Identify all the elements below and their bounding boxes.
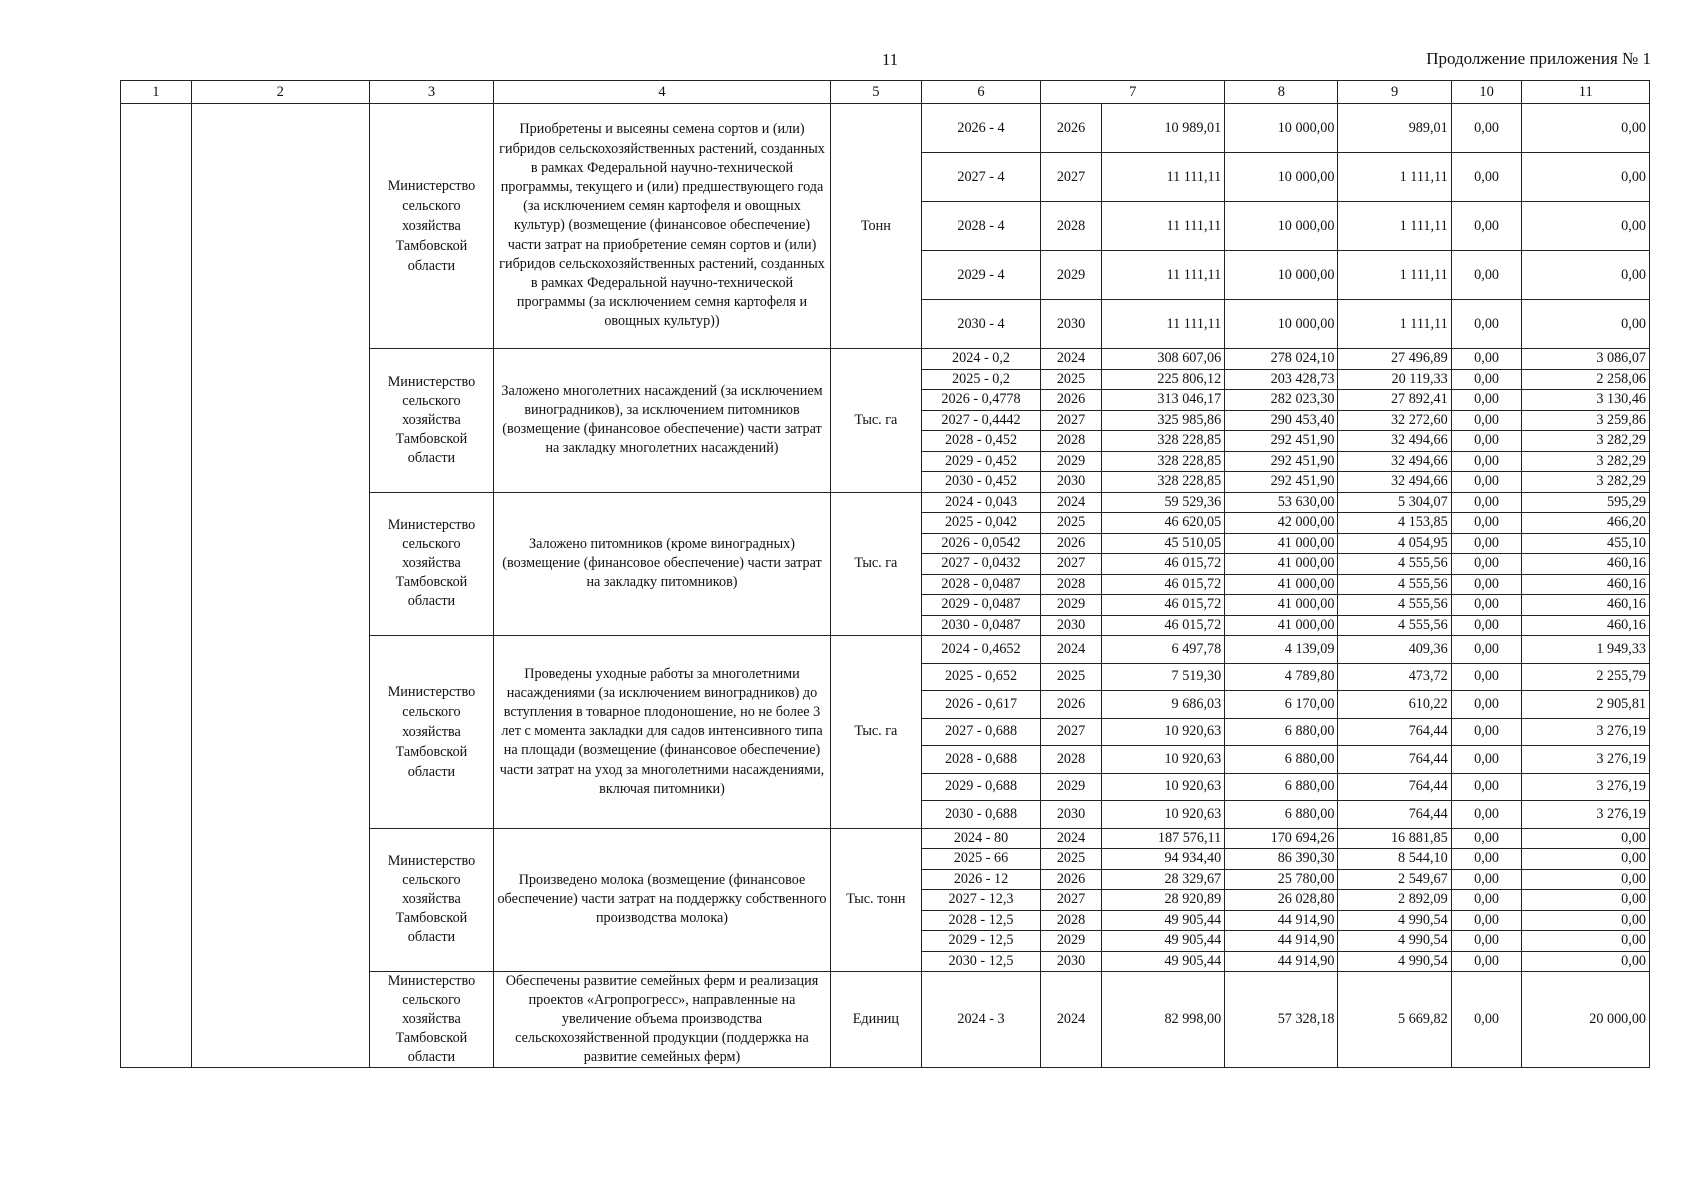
data-table xyxy=(120,80,1650,1068)
empty-col-1 xyxy=(121,104,192,1068)
year-cell: 2029 xyxy=(1041,931,1102,952)
target-cell: 2027 - 0,688 xyxy=(921,718,1040,746)
total-cell: 46 015,72 xyxy=(1101,615,1224,636)
other-cell: 466,20 xyxy=(1522,513,1650,534)
federal-cell: 292 451,90 xyxy=(1225,472,1338,493)
federal-cell: 6 880,00 xyxy=(1225,746,1338,774)
other-cell: 0,00 xyxy=(1522,931,1650,952)
federal-cell: 44 914,90 xyxy=(1225,951,1338,972)
target-cell: 2029 - 0,452 xyxy=(921,451,1040,472)
federal-cell: 41 000,00 xyxy=(1225,615,1338,636)
total-cell: 46 620,05 xyxy=(1101,513,1224,534)
other-cell: 3 130,46 xyxy=(1522,390,1650,411)
year-cell: 2027 xyxy=(1041,153,1102,202)
executor-cell: Министерство сельского хозяйства Тамбовской области xyxy=(369,492,493,636)
regional-cell: 764,44 xyxy=(1338,801,1451,829)
page-number: 11 xyxy=(881,50,899,69)
regional-cell: 4 555,56 xyxy=(1338,574,1451,595)
other-cell: 460,16 xyxy=(1522,554,1650,575)
regional-cell: 20 119,33 xyxy=(1338,369,1451,390)
local-cell: 0,00 xyxy=(1451,451,1522,472)
description-cell: Заложено многолетних насаждений (за исключением виноградников), за исключением питомников (возмещение (финансовое обеспечение) части затрат на закладку многолетних насаждений) xyxy=(494,349,831,493)
local-cell: 0,00 xyxy=(1451,574,1522,595)
year-cell: 2030 xyxy=(1041,300,1102,349)
continuation-label: Продолжение приложения № 1 xyxy=(1426,49,1651,68)
total-cell: 225 806,12 xyxy=(1101,369,1224,390)
target-cell: 2028 - 0,688 xyxy=(921,746,1040,774)
other-cell: 2 905,81 xyxy=(1522,691,1650,719)
executor-cell: Министерство сельского хозяйства Тамбовской области xyxy=(369,349,493,493)
local-cell: 0,00 xyxy=(1451,801,1522,829)
year-cell: 2028 xyxy=(1041,574,1102,595)
other-cell: 1 949,33 xyxy=(1522,636,1650,664)
regional-cell: 5 304,07 xyxy=(1338,492,1451,513)
header-cell: 6 xyxy=(921,81,1040,104)
regional-cell: 32 494,66 xyxy=(1338,472,1451,493)
other-cell: 0,00 xyxy=(1522,951,1650,972)
total-cell: 308 607,06 xyxy=(1101,349,1224,370)
year-cell: 2025 xyxy=(1041,849,1102,870)
other-cell: 3 276,19 xyxy=(1522,746,1650,774)
total-cell: 46 015,72 xyxy=(1101,595,1224,616)
year-cell: 2028 xyxy=(1041,746,1102,774)
regional-cell: 764,44 xyxy=(1338,773,1451,801)
federal-cell: 170 694,26 xyxy=(1225,828,1338,849)
other-cell: 3 276,19 xyxy=(1522,801,1650,829)
regional-cell: 4 990,54 xyxy=(1338,931,1451,952)
other-cell: 3 282,29 xyxy=(1522,431,1650,452)
other-cell: 3 259,86 xyxy=(1522,410,1650,431)
target-cell: 2024 - 80 xyxy=(921,828,1040,849)
regional-cell: 32 494,66 xyxy=(1338,451,1451,472)
total-cell: 82 998,00 xyxy=(1101,972,1224,1068)
unit-cell: Тыс. га xyxy=(830,492,921,636)
year-cell: 2028 xyxy=(1041,910,1102,931)
year-cell: 2025 xyxy=(1041,369,1102,390)
other-cell: 0,00 xyxy=(1522,300,1650,349)
federal-cell: 6 880,00 xyxy=(1225,773,1338,801)
year-cell: 2024 xyxy=(1041,972,1102,1068)
federal-cell: 41 000,00 xyxy=(1225,554,1338,575)
total-cell: 10 920,63 xyxy=(1101,801,1224,829)
header-row xyxy=(121,81,1650,104)
other-cell: 460,16 xyxy=(1522,595,1650,616)
regional-cell: 8 544,10 xyxy=(1338,849,1451,870)
target-cell: 2028 - 0,452 xyxy=(921,431,1040,452)
federal-cell: 10 000,00 xyxy=(1225,153,1338,202)
regional-cell: 4 555,56 xyxy=(1338,554,1451,575)
federal-cell: 53 630,00 xyxy=(1225,492,1338,513)
target-cell: 2026 - 12 xyxy=(921,869,1040,890)
year-cell: 2030 xyxy=(1041,472,1102,493)
local-cell: 0,00 xyxy=(1451,410,1522,431)
target-cell: 2028 - 12,5 xyxy=(921,910,1040,931)
regional-cell: 4 555,56 xyxy=(1338,615,1451,636)
local-cell: 0,00 xyxy=(1451,636,1522,664)
other-cell: 460,16 xyxy=(1522,615,1650,636)
target-cell: 2026 - 4 xyxy=(921,104,1040,153)
description-cell: Приобретены и высеяны семена сортов и (или) гибридов сельскохозяйственных растений, созданных в рамках Федеральной научно-технической программы, текущего и (или) предшествующего года (за исключением семян картофеля и овощных культур) (возмещение (финансовое обеспечение) части затрат на приобретение семян сортов и (или) гибридов сельскохозяйственных растений, созданных в рамках Федеральной научно-технической программы (за исключением семня картофеля и овощных культур)) xyxy=(494,104,831,349)
federal-cell: 4 789,80 xyxy=(1225,663,1338,691)
total-cell: 28 920,89 xyxy=(1101,890,1224,911)
executor-cell: Министерство сельского хозяйства Тамбовской области xyxy=(369,828,493,972)
other-cell: 455,10 xyxy=(1522,533,1650,554)
year-cell: 2027 xyxy=(1041,410,1102,431)
target-cell: 2027 - 4 xyxy=(921,153,1040,202)
description-cell: Проведены уходные работы за многолетними насаждениями (за исключением виноградников) до вступления в товарное плодоношение, но не более 3 лет с момента закладки для садов интенсивного типа на площади (возмещение (финансовое обеспечение) части затрат на уход за многолетними насаждениями, включая питомники) xyxy=(494,636,831,829)
other-cell: 0,00 xyxy=(1522,251,1650,300)
local-cell: 0,00 xyxy=(1451,773,1522,801)
total-cell: 187 576,11 xyxy=(1101,828,1224,849)
regional-cell: 764,44 xyxy=(1338,718,1451,746)
other-cell: 3 086,07 xyxy=(1522,349,1650,370)
total-cell: 11 111,11 xyxy=(1101,251,1224,300)
target-cell: 2030 - 0,452 xyxy=(921,472,1040,493)
unit-cell: Тыс. га xyxy=(830,636,921,829)
target-cell: 2030 - 0,0487 xyxy=(921,615,1040,636)
total-cell: 10 920,63 xyxy=(1101,746,1224,774)
total-cell: 325 985,86 xyxy=(1101,410,1224,431)
year-cell: 2024 xyxy=(1041,492,1102,513)
other-cell: 0,00 xyxy=(1522,849,1650,870)
header-cell: 9 xyxy=(1338,81,1451,104)
local-cell: 0,00 xyxy=(1451,910,1522,931)
regional-cell: 16 881,85 xyxy=(1338,828,1451,849)
executor-cell: Министерство сельского хозяйства Тамбовской области xyxy=(369,636,493,829)
year-cell: 2027 xyxy=(1041,890,1102,911)
target-cell: 2025 - 0,652 xyxy=(921,663,1040,691)
other-cell: 0,00 xyxy=(1522,153,1650,202)
year-cell: 2029 xyxy=(1041,595,1102,616)
target-cell: 2028 - 4 xyxy=(921,202,1040,251)
local-cell: 0,00 xyxy=(1451,691,1522,719)
local-cell: 0,00 xyxy=(1451,202,1522,251)
other-cell: 595,29 xyxy=(1522,492,1650,513)
header-cell: 10 xyxy=(1451,81,1522,104)
regional-cell: 4 990,54 xyxy=(1338,910,1451,931)
target-cell: 2025 - 0,042 xyxy=(921,513,1040,534)
unit-cell: Единиц xyxy=(830,972,921,1068)
target-cell: 2025 - 0,2 xyxy=(921,369,1040,390)
total-cell: 46 015,72 xyxy=(1101,554,1224,575)
year-cell: 2024 xyxy=(1041,828,1102,849)
year-cell: 2024 xyxy=(1041,636,1102,664)
local-cell: 0,00 xyxy=(1451,615,1522,636)
local-cell: 0,00 xyxy=(1451,849,1522,870)
other-cell: 3 282,29 xyxy=(1522,472,1650,493)
target-cell: 2029 - 0,688 xyxy=(921,773,1040,801)
year-cell: 2026 xyxy=(1041,869,1102,890)
federal-cell: 10 000,00 xyxy=(1225,202,1338,251)
total-cell: 6 497,78 xyxy=(1101,636,1224,664)
year-cell: 2027 xyxy=(1041,718,1102,746)
federal-cell: 10 000,00 xyxy=(1225,104,1338,153)
regional-cell: 764,44 xyxy=(1338,746,1451,774)
target-cell: 2026 - 0,0542 xyxy=(921,533,1040,554)
target-cell: 2024 - 0,2 xyxy=(921,349,1040,370)
total-cell: 11 111,11 xyxy=(1101,153,1224,202)
local-cell: 0,00 xyxy=(1451,153,1522,202)
federal-cell: 41 000,00 xyxy=(1225,574,1338,595)
local-cell: 0,00 xyxy=(1451,663,1522,691)
local-cell: 0,00 xyxy=(1451,828,1522,849)
total-cell: 9 686,03 xyxy=(1101,691,1224,719)
federal-cell: 25 780,00 xyxy=(1225,869,1338,890)
year-cell: 2025 xyxy=(1041,513,1102,534)
other-cell: 0,00 xyxy=(1522,869,1650,890)
header-cell: 1 xyxy=(121,81,192,104)
year-cell: 2026 xyxy=(1041,390,1102,411)
executor-cell: Министерство сельского хозяйства Тамбовской области xyxy=(369,104,493,349)
federal-cell: 203 428,73 xyxy=(1225,369,1338,390)
year-cell: 2029 xyxy=(1041,451,1102,472)
other-cell: 0,00 xyxy=(1522,890,1650,911)
total-cell: 94 934,40 xyxy=(1101,849,1224,870)
federal-cell: 292 451,90 xyxy=(1225,451,1338,472)
total-cell: 10 989,01 xyxy=(1101,104,1224,153)
year-cell: 2026 xyxy=(1041,104,1102,153)
total-cell: 11 111,11 xyxy=(1101,300,1224,349)
year-cell: 2026 xyxy=(1041,691,1102,719)
local-cell: 0,00 xyxy=(1451,472,1522,493)
local-cell: 0,00 xyxy=(1451,390,1522,411)
year-cell: 2028 xyxy=(1041,431,1102,452)
federal-cell: 6 880,00 xyxy=(1225,801,1338,829)
total-cell: 7 519,30 xyxy=(1101,663,1224,691)
unit-cell: Тыс. га xyxy=(830,349,921,493)
total-cell: 28 329,67 xyxy=(1101,869,1224,890)
total-cell: 328 228,85 xyxy=(1101,472,1224,493)
federal-cell: 292 451,90 xyxy=(1225,431,1338,452)
table-row xyxy=(121,104,1650,153)
total-cell: 10 920,63 xyxy=(1101,718,1224,746)
other-cell: 0,00 xyxy=(1522,828,1650,849)
regional-cell: 4 555,56 xyxy=(1338,595,1451,616)
federal-cell: 6 880,00 xyxy=(1225,718,1338,746)
local-cell: 0,00 xyxy=(1451,554,1522,575)
federal-cell: 57 328,18 xyxy=(1225,972,1338,1068)
target-cell: 2027 - 0,4442 xyxy=(921,410,1040,431)
total-cell: 49 905,44 xyxy=(1101,931,1224,952)
regional-cell: 27 496,89 xyxy=(1338,349,1451,370)
other-cell: 460,16 xyxy=(1522,574,1650,595)
header-cell: 2 xyxy=(191,81,369,104)
target-cell: 2029 - 0,0487 xyxy=(921,595,1040,616)
regional-cell: 4 990,54 xyxy=(1338,951,1451,972)
regional-cell: 473,72 xyxy=(1338,663,1451,691)
regional-cell: 32 494,66 xyxy=(1338,431,1451,452)
other-cell: 0,00 xyxy=(1522,202,1650,251)
year-cell: 2028 xyxy=(1041,202,1102,251)
federal-cell: 278 024,10 xyxy=(1225,349,1338,370)
target-cell: 2030 - 0,688 xyxy=(921,801,1040,829)
federal-cell: 42 000,00 xyxy=(1225,513,1338,534)
target-cell: 2029 - 12,5 xyxy=(921,931,1040,952)
federal-cell: 282 023,30 xyxy=(1225,390,1338,411)
local-cell: 0,00 xyxy=(1451,718,1522,746)
federal-cell: 10 000,00 xyxy=(1225,251,1338,300)
target-cell: 2029 - 4 xyxy=(921,251,1040,300)
description-cell: Произведено молока (возмещение (финансовое обеспечение) части затрат на поддержку собственного производства молока) xyxy=(494,828,831,972)
header-cell: 11 xyxy=(1522,81,1650,104)
description-cell: Обеспечены развитие семейных ферм и реализация проектов «Агропрогресс», направленные на увеличение объема производства сельскохозяйственной продукции (поддержка на развитие семейных ферм) xyxy=(494,972,831,1068)
regional-cell: 989,01 xyxy=(1338,104,1451,153)
regional-cell: 610,22 xyxy=(1338,691,1451,719)
total-cell: 46 015,72 xyxy=(1101,574,1224,595)
other-cell: 2 255,79 xyxy=(1522,663,1650,691)
total-cell: 59 529,36 xyxy=(1101,492,1224,513)
year-cell: 2025 xyxy=(1041,663,1102,691)
year-cell: 2030 xyxy=(1041,951,1102,972)
empty-col-2 xyxy=(191,104,369,1068)
regional-cell: 4 153,85 xyxy=(1338,513,1451,534)
target-cell: 2030 - 12,5 xyxy=(921,951,1040,972)
federal-cell: 86 390,30 xyxy=(1225,849,1338,870)
total-cell: 11 111,11 xyxy=(1101,202,1224,251)
other-cell: 20 000,00 xyxy=(1522,972,1650,1068)
federal-cell: 6 170,00 xyxy=(1225,691,1338,719)
total-cell: 313 046,17 xyxy=(1101,390,1224,411)
total-cell: 328 228,85 xyxy=(1101,451,1224,472)
header-cell: 7 xyxy=(1041,81,1225,104)
federal-cell: 4 139,09 xyxy=(1225,636,1338,664)
year-cell: 2029 xyxy=(1041,773,1102,801)
regional-cell: 2 892,09 xyxy=(1338,890,1451,911)
other-cell: 2 258,06 xyxy=(1522,369,1650,390)
federal-cell: 290 453,40 xyxy=(1225,410,1338,431)
target-cell: 2028 - 0,0487 xyxy=(921,574,1040,595)
target-cell: 2024 - 0,043 xyxy=(921,492,1040,513)
federal-cell: 26 028,80 xyxy=(1225,890,1338,911)
year-cell: 2027 xyxy=(1041,554,1102,575)
local-cell: 0,00 xyxy=(1451,513,1522,534)
target-cell: 2027 - 12,3 xyxy=(921,890,1040,911)
other-cell: 3 276,19 xyxy=(1522,718,1650,746)
regional-cell: 1 111,11 xyxy=(1338,251,1451,300)
total-cell: 45 510,05 xyxy=(1101,533,1224,554)
unit-cell: Тыс. тонн xyxy=(830,828,921,972)
local-cell: 0,00 xyxy=(1451,251,1522,300)
local-cell: 0,00 xyxy=(1451,746,1522,774)
total-cell: 49 905,44 xyxy=(1101,910,1224,931)
regional-cell: 2 549,67 xyxy=(1338,869,1451,890)
target-cell: 2025 - 66 xyxy=(921,849,1040,870)
year-cell: 2026 xyxy=(1041,533,1102,554)
other-cell: 3 282,29 xyxy=(1522,451,1650,472)
local-cell: 0,00 xyxy=(1451,300,1522,349)
local-cell: 0,00 xyxy=(1451,595,1522,616)
header-cell: 5 xyxy=(830,81,921,104)
local-cell: 0,00 xyxy=(1451,951,1522,972)
header-cell: 3 xyxy=(369,81,493,104)
local-cell: 0,00 xyxy=(1451,972,1522,1068)
target-cell: 2030 - 4 xyxy=(921,300,1040,349)
regional-cell: 5 669,82 xyxy=(1338,972,1451,1068)
local-cell: 0,00 xyxy=(1451,492,1522,513)
local-cell: 0,00 xyxy=(1451,533,1522,554)
other-cell: 0,00 xyxy=(1522,104,1650,153)
regional-cell: 1 111,11 xyxy=(1338,300,1451,349)
executor-cell: Министерство сельского хозяйства Тамбовской области xyxy=(369,972,493,1068)
year-cell: 2029 xyxy=(1041,251,1102,300)
local-cell: 0,00 xyxy=(1451,890,1522,911)
regional-cell: 1 111,11 xyxy=(1338,153,1451,202)
total-cell: 10 920,63 xyxy=(1101,773,1224,801)
other-cell: 0,00 xyxy=(1522,910,1650,931)
other-cell: 3 276,19 xyxy=(1522,773,1650,801)
local-cell: 0,00 xyxy=(1451,349,1522,370)
local-cell: 0,00 xyxy=(1451,369,1522,390)
year-cell: 2024 xyxy=(1041,349,1102,370)
local-cell: 0,00 xyxy=(1451,931,1522,952)
regional-cell: 4 054,95 xyxy=(1338,533,1451,554)
header-cell: 8 xyxy=(1225,81,1338,104)
target-cell: 2026 - 0,4778 xyxy=(921,390,1040,411)
table-body xyxy=(121,104,1650,1068)
target-cell: 2024 - 0,4652 xyxy=(921,636,1040,664)
target-cell: 2027 - 0,0432 xyxy=(921,554,1040,575)
federal-cell: 44 914,90 xyxy=(1225,910,1338,931)
local-cell: 0,00 xyxy=(1451,104,1522,153)
target-cell: 2026 - 0,617 xyxy=(921,691,1040,719)
total-cell: 328 228,85 xyxy=(1101,431,1224,452)
federal-cell: 44 914,90 xyxy=(1225,931,1338,952)
target-cell: 2024 - 3 xyxy=(921,972,1040,1068)
local-cell: 0,00 xyxy=(1451,869,1522,890)
regional-cell: 27 892,41 xyxy=(1338,390,1451,411)
total-cell: 49 905,44 xyxy=(1101,951,1224,972)
unit-cell: Тонн xyxy=(830,104,921,349)
federal-cell: 41 000,00 xyxy=(1225,595,1338,616)
federal-cell: 41 000,00 xyxy=(1225,533,1338,554)
header-cell: 4 xyxy=(494,81,831,104)
description-cell: Заложено питомников (кроме виноградных) (возмещение (финансовое обеспечение) части затрат на закладку питомников) xyxy=(494,492,831,636)
regional-cell: 1 111,11 xyxy=(1338,202,1451,251)
regional-cell: 32 272,60 xyxy=(1338,410,1451,431)
year-cell: 2030 xyxy=(1041,615,1102,636)
local-cell: 0,00 xyxy=(1451,431,1522,452)
year-cell: 2030 xyxy=(1041,801,1102,829)
regional-cell: 409,36 xyxy=(1338,636,1451,664)
federal-cell: 10 000,00 xyxy=(1225,300,1338,349)
